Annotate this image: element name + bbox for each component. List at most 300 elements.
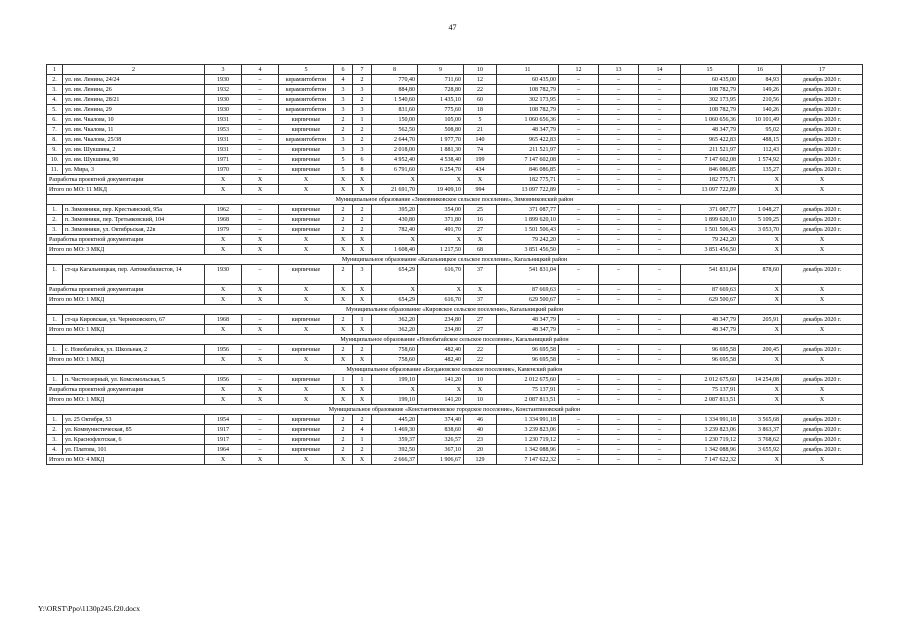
table-cell: 3 — [334, 95, 353, 105]
table-cell: 395,20 — [372, 205, 418, 215]
table-cell: 5 109,25 — [739, 215, 782, 225]
table-cell: 48 347,79 — [497, 125, 559, 135]
table-cell: – — [599, 135, 639, 145]
table-cell: – — [559, 435, 599, 445]
table-cell: – — [599, 125, 639, 135]
table-cell: – — [242, 415, 279, 425]
column-number: 3 — [205, 65, 242, 75]
table-cell: X — [279, 385, 334, 395]
table-cell: 758,60 — [372, 345, 418, 355]
table-cell: 22 — [464, 345, 497, 355]
table-cell: 629 500,67 — [681, 295, 739, 305]
table-cell: – — [639, 435, 681, 445]
table-cell: 20 — [464, 445, 497, 455]
table-cell: 508,80 — [418, 125, 464, 135]
table-cell: – — [599, 175, 639, 185]
table-cell: 770,40 — [372, 75, 418, 85]
table-row — [47, 125, 863, 135]
table-row — [47, 215, 863, 225]
table-cell: – — [639, 345, 681, 355]
table-cell: – — [559, 315, 599, 325]
table-cell: – — [559, 375, 599, 385]
table-cell: X — [279, 295, 334, 305]
table-cell: 5. — [47, 105, 63, 115]
table-cell: 60 435,00 — [681, 75, 739, 85]
table-cell: 654,29 — [372, 295, 418, 305]
table-cell: 2 — [334, 435, 353, 445]
table-cell: 374,40 — [418, 415, 464, 425]
table-cell: 60 — [464, 95, 497, 105]
table-cell: X — [334, 185, 353, 195]
table-cell: 2 — [353, 445, 372, 455]
municipality-title: Муниципальное образование «Константиновское городское поселение», Константиновский район — [47, 405, 863, 415]
table-cell: 2. — [47, 75, 63, 85]
table-cell: 541 831,04 — [497, 265, 559, 285]
table-cell: 1 060 656,36 — [681, 115, 739, 125]
table-cell: X — [279, 355, 334, 365]
table-cell: 629 500,67 — [497, 295, 559, 305]
table-cell: X — [334, 355, 353, 365]
table-cell: 96 695,58 — [681, 345, 739, 355]
table-cell: 8 — [353, 165, 372, 175]
table-cell: 22 — [464, 85, 497, 95]
table-cell: декабрь 2020 г. — [782, 85, 863, 95]
address-cell: ул. им. Ленина, 26 — [63, 85, 205, 95]
table-cell: 878,60 — [739, 265, 782, 285]
table-cell: X — [782, 455, 863, 465]
table-cell: – — [599, 445, 639, 455]
table-cell: X — [782, 295, 863, 305]
table-cell: X — [372, 285, 418, 295]
table-cell: 4 952,40 — [372, 155, 418, 165]
table-cell: 1930 — [205, 95, 242, 105]
table-cell: 2 666,37 — [372, 455, 418, 465]
table-cell: X — [205, 185, 242, 195]
table-cell: X — [739, 295, 782, 305]
table-cell: 10 — [464, 395, 497, 405]
table-cell: 4 — [334, 75, 353, 85]
table-cell: 3 863,37 — [739, 425, 782, 435]
table-cell: – — [599, 115, 639, 125]
section-header-row — [47, 305, 863, 315]
table-cell: – — [639, 175, 681, 185]
footer-file-path: Y:\ORST\Ppo\1130p245.f20.docx — [38, 604, 140, 613]
address-cell: ул. им. Ленина, 24/24 — [63, 75, 205, 85]
table-cell: 711,60 — [418, 75, 464, 85]
table-cell: 1964 — [205, 445, 242, 455]
table-cell: X — [739, 185, 782, 195]
table-cell: 2 — [353, 345, 372, 355]
table-cell: 87 669,63 — [681, 285, 739, 295]
table-cell: декабрь 2020 г. — [782, 75, 863, 85]
table-cell: 40 — [464, 425, 497, 435]
table-cell: 10 101,49 — [739, 115, 782, 125]
table-cell: 3 — [353, 265, 372, 285]
table-cell: 371 087,77 — [497, 205, 559, 215]
table-cell: X — [353, 325, 372, 335]
table-cell: – — [559, 455, 599, 465]
table-cell: X — [334, 245, 353, 255]
section-header-row — [47, 335, 863, 345]
table-cell: 1 501 506,43 — [681, 225, 739, 235]
table-cell: – — [242, 375, 279, 385]
table-cell: – — [639, 355, 681, 365]
table-cell: – — [242, 445, 279, 455]
table-cell: – — [242, 155, 279, 165]
table-cell: X — [353, 455, 372, 465]
table-cell: – — [639, 145, 681, 155]
table-cell: 48 347,79 — [681, 315, 739, 325]
page-number: 47 — [448, 23, 457, 32]
table-cell: X — [242, 295, 279, 305]
table-cell: – — [639, 265, 681, 285]
table-cell: – — [639, 395, 681, 405]
table-cell: 46 — [464, 415, 497, 425]
table-cell: 2 — [334, 115, 353, 125]
table-cell: 7 147 622,32 — [497, 455, 559, 465]
table-cell: 141,20 — [418, 375, 464, 385]
table-cell: 1 469,30 — [372, 425, 418, 435]
table-cell: X — [205, 235, 242, 245]
table-cell: 95,02 — [739, 125, 782, 135]
table-cell: X — [464, 385, 497, 395]
table-cell: 2 — [334, 415, 353, 425]
table-cell: 16 — [464, 215, 497, 225]
municipality-title: Муниципальное образование «Зимовниковское сельское поселение», Зимовниковский район — [47, 195, 863, 205]
table-cell: 2 644,70 — [372, 135, 418, 145]
table-cell: 96 695,58 — [681, 355, 739, 365]
column-number: 8 — [372, 65, 418, 75]
address-cell: ст-ца Кагальницкая, пер. Автомобилистов, 14 — [63, 265, 205, 285]
table-cell: – — [639, 425, 681, 435]
table-cell: 12 — [464, 75, 497, 85]
table-cell: 1962 — [205, 205, 242, 215]
table-cell: – — [242, 145, 279, 155]
table-cell: 562,50 — [372, 125, 418, 135]
row-label: Итого по МО: 4 МКД — [47, 455, 205, 465]
table-cell: X — [242, 455, 279, 465]
table-cell: декабрь 2020 г. — [782, 345, 863, 355]
table-cell: кирпичные — [279, 215, 334, 225]
table-cell: 1 501 506,43 — [497, 225, 559, 235]
table-cell: – — [639, 215, 681, 225]
table-cell: X — [279, 185, 334, 195]
table-cell: X — [205, 325, 242, 335]
table-cell: X — [782, 395, 863, 405]
table-cell: – — [639, 285, 681, 295]
table-cell: 2 — [334, 125, 353, 135]
table-cell: 96 695,58 — [497, 345, 559, 355]
table-cell: 3. — [47, 85, 63, 95]
address-cell: ул. им. Ленина, 28/21 — [63, 95, 205, 105]
table-cell: 2 — [353, 225, 372, 235]
table-cell: 150,00 — [372, 115, 418, 125]
table-cell: 140,26 — [739, 105, 782, 115]
table-cell: – — [639, 95, 681, 105]
table-cell: 6 — [353, 155, 372, 165]
table-cell: 1 906,67 — [418, 455, 464, 465]
table-cell: – — [559, 215, 599, 225]
table-cell: – — [559, 395, 599, 405]
table-cell: 1970 — [205, 165, 242, 175]
table-cell: – — [639, 155, 681, 165]
table-cell: X — [739, 175, 782, 185]
table-cell: 3 851 456,50 — [497, 245, 559, 255]
table-row — [47, 85, 863, 95]
table-cell: 1 — [353, 375, 372, 385]
table-cell: – — [639, 295, 681, 305]
table-cell: 838,60 — [418, 425, 464, 435]
section-header-row — [47, 195, 863, 205]
table-cell: X — [205, 245, 242, 255]
table-cell: 27 — [464, 225, 497, 235]
table-cell: 210,56 — [739, 95, 782, 105]
table-row — [47, 425, 863, 435]
address-cell: ул. им. Шукшина, 90 — [63, 155, 205, 165]
table-cell: X — [334, 325, 353, 335]
table-row — [47, 115, 863, 125]
column-number: 9 — [418, 65, 464, 75]
table-cell: X — [242, 175, 279, 185]
table-cell: керамзитобетон — [279, 85, 334, 95]
table-row — [47, 225, 863, 235]
table-cell: X — [782, 355, 863, 365]
table-cell: 199,10 — [372, 395, 418, 405]
table-cell: 108 782,79 — [681, 85, 739, 95]
table-row — [47, 345, 863, 355]
table-cell: – — [639, 325, 681, 335]
table-cell: 7 147 622,32 — [681, 455, 739, 465]
table-cell: 84,93 — [739, 75, 782, 85]
section-header-row — [47, 365, 863, 375]
table-cell: 994 — [464, 185, 497, 195]
table-cell: – — [559, 155, 599, 165]
row-label: Разработка проектной документации — [47, 235, 205, 245]
column-number: 5 — [279, 65, 334, 75]
table-cell: – — [599, 245, 639, 255]
table-cell: 108 782,79 — [497, 105, 559, 115]
table-cell: 302 173,95 — [681, 95, 739, 105]
column-number: 6 — [334, 65, 353, 75]
table-cell: 1 230 719,12 — [497, 435, 559, 445]
table-cell: 1968 — [205, 215, 242, 225]
table-cell: – — [639, 165, 681, 175]
table-cell: X — [739, 325, 782, 335]
table-cell: декабрь 2020 г. — [782, 115, 863, 125]
table-cell: 6 254,70 — [418, 165, 464, 175]
table-cell: 25 — [464, 205, 497, 215]
address-cell: ул. им. Ленина, 29 — [63, 105, 205, 115]
table-cell: X — [242, 285, 279, 295]
table-cell: 831,60 — [372, 105, 418, 115]
table-cell: кирпичные — [279, 165, 334, 175]
design-doc-row — [47, 175, 863, 185]
column-number: 12 — [559, 65, 599, 75]
table-cell: 2 — [334, 215, 353, 225]
table-cell: – — [559, 285, 599, 295]
table-cell: 4 — [353, 425, 372, 435]
column-number: 17 — [782, 65, 863, 75]
address-cell: п. Чистоозерный, ул. Комсомольская, 5 — [63, 375, 205, 385]
table-cell: X — [418, 285, 464, 295]
table-cell: 18 — [464, 105, 497, 115]
table-cell: 3 239 823,06 — [681, 425, 739, 435]
table-cell: X — [353, 355, 372, 365]
address-cell: с. Новобатайск, ул. Школьная, 2 — [63, 345, 205, 355]
table-cell: X — [279, 235, 334, 245]
table-cell: X — [418, 175, 464, 185]
table-cell: X — [353, 175, 372, 185]
table-cell: 1979 — [205, 225, 242, 235]
table-row — [47, 205, 863, 215]
table-cell: 3 655,92 — [739, 445, 782, 455]
table-cell: 4 538,40 — [418, 155, 464, 165]
table-cell: – — [242, 435, 279, 445]
table-cell: декабрь 2020 г. — [782, 105, 863, 115]
table-cell: кирпичные — [279, 145, 334, 155]
table-cell: 846 086,85 — [681, 165, 739, 175]
table-cell: 1932 — [205, 85, 242, 95]
table-cell: декабрь 2020 г. — [782, 145, 863, 155]
table-cell: 3 053,70 — [739, 225, 782, 235]
table-cell: кирпичные — [279, 415, 334, 425]
table-cell: керамзитобетон — [279, 75, 334, 85]
table-cell: 1 — [353, 435, 372, 445]
table-cell: кирпичные — [279, 425, 334, 435]
table-cell: – — [242, 315, 279, 325]
table-cell: 19 409,10 — [418, 185, 464, 195]
column-number: 15 — [681, 65, 739, 75]
table-cell: 1930 — [205, 75, 242, 85]
table-cell: 200,45 — [739, 345, 782, 355]
table-row — [47, 165, 863, 175]
table-cell: 211 521,97 — [681, 145, 739, 155]
table-cell: – — [599, 235, 639, 245]
total-row — [47, 355, 863, 365]
table-cell: X — [353, 245, 372, 255]
table-cell: кирпичные — [279, 115, 334, 125]
section-header-row — [47, 255, 863, 265]
table-cell: 2 — [353, 75, 372, 85]
table-cell: – — [559, 325, 599, 335]
table-cell: 1 899 620,10 — [497, 215, 559, 225]
table-cell: – — [559, 75, 599, 85]
table-cell: – — [242, 115, 279, 125]
table-cell: – — [639, 375, 681, 385]
table-cell: X — [782, 285, 863, 295]
total-row — [47, 185, 863, 195]
table-cell: X — [205, 355, 242, 365]
table-cell: 2 012 675,60 — [681, 375, 739, 385]
table-cell: X — [739, 245, 782, 255]
table-cell: 2 — [353, 125, 372, 135]
table-cell: 359,37 — [372, 435, 418, 445]
municipality-title: Муниципальное образование «Богдановское сельское поселение», Каменский район — [47, 365, 863, 375]
table-cell: – — [599, 385, 639, 395]
row-label: Итого по МО: 1 МКД — [47, 395, 205, 405]
table-cell: 3 565,68 — [739, 415, 782, 425]
municipality-title: Муниципальное образование «Новобатайское сельское поселение», Кагальницкий район — [47, 335, 863, 345]
table-cell: – — [559, 185, 599, 195]
table-cell: X — [739, 355, 782, 365]
table-cell: 965 422,83 — [497, 135, 559, 145]
table-cell: 2. — [47, 215, 63, 225]
table-row — [47, 145, 863, 155]
table-cell: X — [242, 245, 279, 255]
table-cell: 1. — [47, 205, 63, 215]
table-cell: 135,27 — [739, 165, 782, 175]
table-cell: 1953 — [205, 125, 242, 135]
table-cell: – — [599, 345, 639, 355]
table-cell: 3 851 456,50 — [681, 245, 739, 255]
table-cell: – — [559, 245, 599, 255]
table-cell: – — [559, 415, 599, 425]
table-cell: X — [279, 285, 334, 295]
table-cell: кирпичные — [279, 205, 334, 215]
address-cell: ул. Мира, 3 — [63, 165, 205, 175]
table-cell: – — [599, 315, 639, 325]
table-row — [47, 135, 863, 145]
table-cell: 1931 — [205, 135, 242, 145]
table-row — [47, 155, 863, 165]
table-cell: – — [242, 225, 279, 235]
column-number: 11 — [497, 65, 559, 75]
column-number: 2 — [63, 65, 205, 75]
table-cell: 108 782,79 — [681, 105, 739, 115]
table-cell: 14 254,08 — [739, 375, 782, 385]
table-cell: X — [279, 455, 334, 465]
table-cell: X — [739, 395, 782, 405]
table-cell: 1 — [353, 315, 372, 325]
table-cell: – — [599, 155, 639, 165]
row-label: Итого по МО: 1 МКД — [47, 295, 205, 305]
table-cell: X — [334, 385, 353, 395]
table-cell: 371,80 — [418, 215, 464, 225]
table-cell: X — [334, 235, 353, 245]
table-cell: 728,80 — [418, 85, 464, 95]
row-label: Разработка проектной документации — [47, 175, 205, 185]
table-cell: 205,91 — [739, 315, 782, 325]
table-cell: декабрь 2020 г. — [782, 135, 863, 145]
table-cell: 1. — [47, 315, 63, 325]
table-cell: – — [242, 425, 279, 435]
table-cell: 22 — [464, 355, 497, 365]
table-cell: – — [639, 115, 681, 125]
table-cell: 2 — [334, 225, 353, 235]
table-cell: 3 — [334, 105, 353, 115]
table-cell: X — [242, 325, 279, 335]
table-cell: X — [464, 235, 497, 245]
address-cell: ул. им. Чкалова, 25/38 — [63, 135, 205, 145]
table-cell: – — [242, 265, 279, 285]
table-cell: – — [242, 165, 279, 175]
table-cell: – — [639, 135, 681, 145]
table-cell: 2. — [47, 425, 63, 435]
table-cell: X — [782, 385, 863, 395]
table-cell: – — [559, 425, 599, 435]
table-cell: X — [739, 285, 782, 295]
table-cell: 2 087 813,51 — [681, 395, 739, 405]
column-number-row — [47, 65, 863, 75]
table-row — [47, 75, 863, 85]
total-row — [47, 245, 863, 255]
table-cell: X — [242, 355, 279, 365]
table-cell: кирпичные — [279, 225, 334, 235]
table-cell: 1968 — [205, 315, 242, 325]
table-cell: – — [559, 175, 599, 185]
table-cell: – — [599, 185, 639, 195]
table-cell: 5 — [464, 115, 497, 125]
